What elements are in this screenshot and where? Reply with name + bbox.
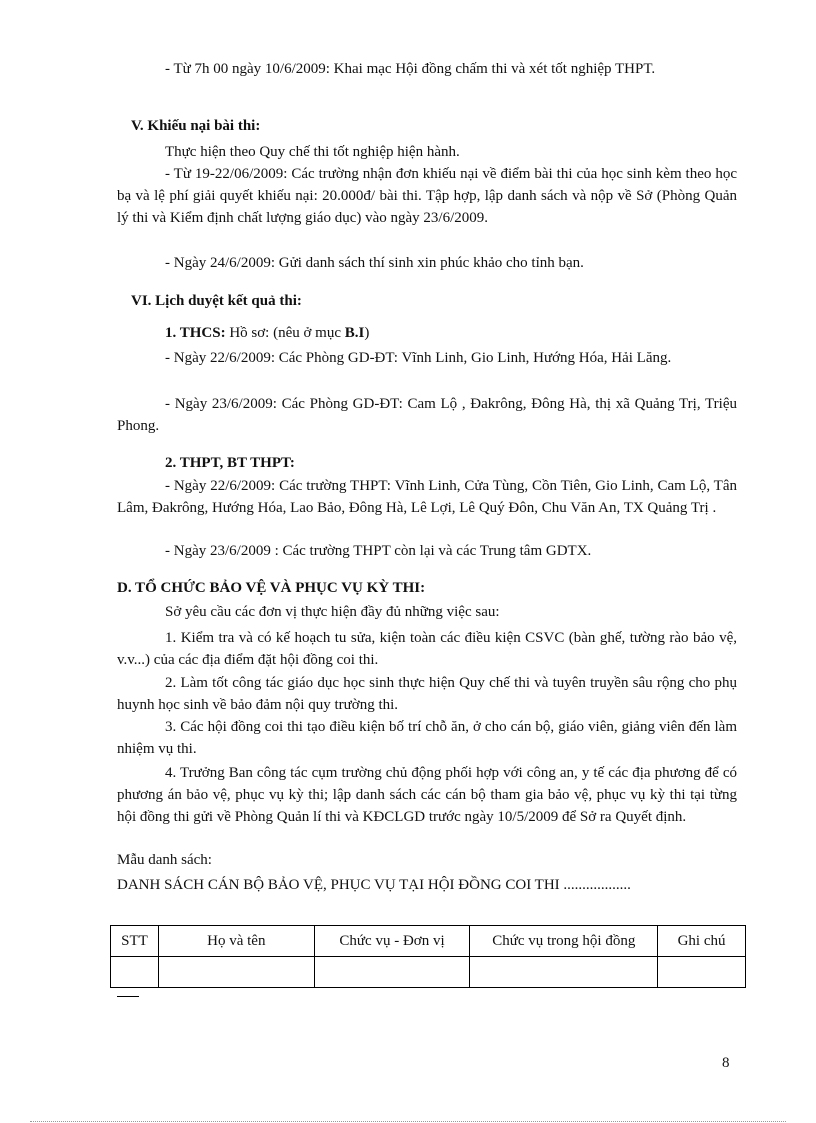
table-header-council-role: Chức vụ trong hội đồng — [470, 926, 658, 957]
footnote-separator — [117, 996, 139, 997]
list-title: DANH SÁCH CÁN BỘ BẢO VỆ, PHỤC VỤ TẠI HỘI ĐỒNG COI THI .................. — [117, 877, 631, 893]
thcs-day1: - Ngày 22/6/2009: Các Phòng GD-ĐT: Vĩnh Linh, Gio Linh, Hướng Hóa, Hải Lăng. — [165, 350, 672, 366]
table-cell — [111, 957, 159, 988]
v-complaints: - Từ 19-22/06/2009: Các trường nhận đơn khiếu nại về điểm bài thi của học sinh kèm theo học bạ và lệ phí giải quyết khiếu nại: 20.000đ/ bài thi. Tập hợp, lập danh sách và nộp về Sở (Phòng Quản lý thi và Kiểm định chất lượng giáo dục) vào ngày 23/6/2009. — [117, 166, 737, 226]
section-vi-heading: VI. Lịch duyệt kết quả thi: — [131, 293, 302, 309]
thcs-dossier: Hồ sơ: (nêu ở mục — [229, 325, 342, 341]
table-header-stt: STT — [111, 926, 159, 957]
table-cell — [470, 957, 658, 988]
section-d-heading: D. TỔ CHỨC BẢO VỆ VÀ PHỤC VỤ KỲ THI: — [117, 580, 426, 596]
v-regulation: Thực hiện theo Quy chế thi tốt nghiệp hiện hành. — [165, 144, 460, 160]
thpt-day2: - Ngày 23/6/2009 : Các trường THPT còn lại và các Trung tâm GDTX. — [165, 543, 592, 559]
table-cell — [314, 957, 470, 988]
page-number: 8 — [722, 1055, 730, 1071]
thcs-ref: B.I — [344, 325, 365, 341]
thcs-close: ) — [364, 325, 370, 341]
table-cell — [658, 957, 746, 988]
thpt-day1: - Ngày 22/6/2009: Các trường THPT: Vĩnh Linh, Cửa Tùng, Cồn Tiên, Gio Linh, Cam Lộ, Tân Lâm, Đakrông, Hướng Hóa, Lao Bảo, Đông Hà, Lê Lợi, Lê Quý Đôn, Chu Văn An, TX Quảng Trị . — [117, 478, 737, 516]
table-header-row — [111, 926, 746, 957]
thcs-heading — [117, 322, 737, 344]
section-v-heading: V. Khiếu nại bài thi: — [131, 118, 261, 134]
d-item-2: 2. Làm tốt công tác giáo dục học sinh thực hiện Quy chế thi và tuyên truyền sâu rộng cho phụ huynh học sinh về bảo đảm nội quy trường thi. — [117, 675, 737, 713]
table-header-note: Ghi chú — [658, 926, 746, 957]
opening-council-item: - Từ 7h 00 ngày 10/6/2009: Khai mạc Hội đồng chấm thi và xét tốt nghiệp THPT. — [165, 61, 656, 77]
thpt-heading: 2. THPT, BT THPT: — [165, 455, 295, 471]
d-item-1: 1. Kiểm tra và có kế hoạch tu sửa, kiện toàn các điều kiện CSVC (bàn ghế, tường rào bảo vệ, v.v...) của các địa điểm đặt hội đồng coi thi. — [117, 630, 737, 668]
table-cell — [158, 957, 314, 988]
table-row — [111, 957, 746, 988]
table-header-position-unit: Chức vụ - Đơn vị — [314, 926, 470, 957]
page-bottom-border — [30, 1121, 786, 1122]
v-send-list: - Ngày 24/6/2009: Gửi danh sách thí sinh xin phúc khảo cho tỉnh bạn. — [165, 255, 584, 271]
d-item-4: 4. Trưởng Ban công tác cụm trường chủ động phối hợp với công an, y tế các địa phương để có phương án bảo vệ, phục vụ kỳ thi; lập danh sách các cán bộ tham gia bảo vệ, phục vụ kỳ thi tại từng hội đồng thi gửi về Phòng Quản lí thi và KĐCLGD trước ngày 10/5/2009 để Sở ra Quyết định. — [117, 765, 737, 825]
thcs-day2: - Ngày 23/6/2009: Các Phòng GD-ĐT: Cam Lộ , Đakrông, Đông Hà, thị xã Quảng Trị, Triệu Phong. — [117, 396, 737, 434]
d-item-3: 3. Các hội đồng coi thi tạo điều kiện bố trí chỗ ăn, ở cho cán bộ, giáo viên, giảng viên đến làm nhiệm vụ thi. — [117, 719, 737, 757]
staff-list-table — [110, 925, 746, 988]
sample-label: Mẫu danh sách: — [117, 852, 212, 868]
thcs-label: 1. THCS: — [165, 325, 226, 341]
table-header-name: Họ và tên — [158, 926, 314, 957]
d-intro: Sở yêu cầu các đơn vị thực hiện đầy đủ những việc sau: — [165, 604, 500, 620]
